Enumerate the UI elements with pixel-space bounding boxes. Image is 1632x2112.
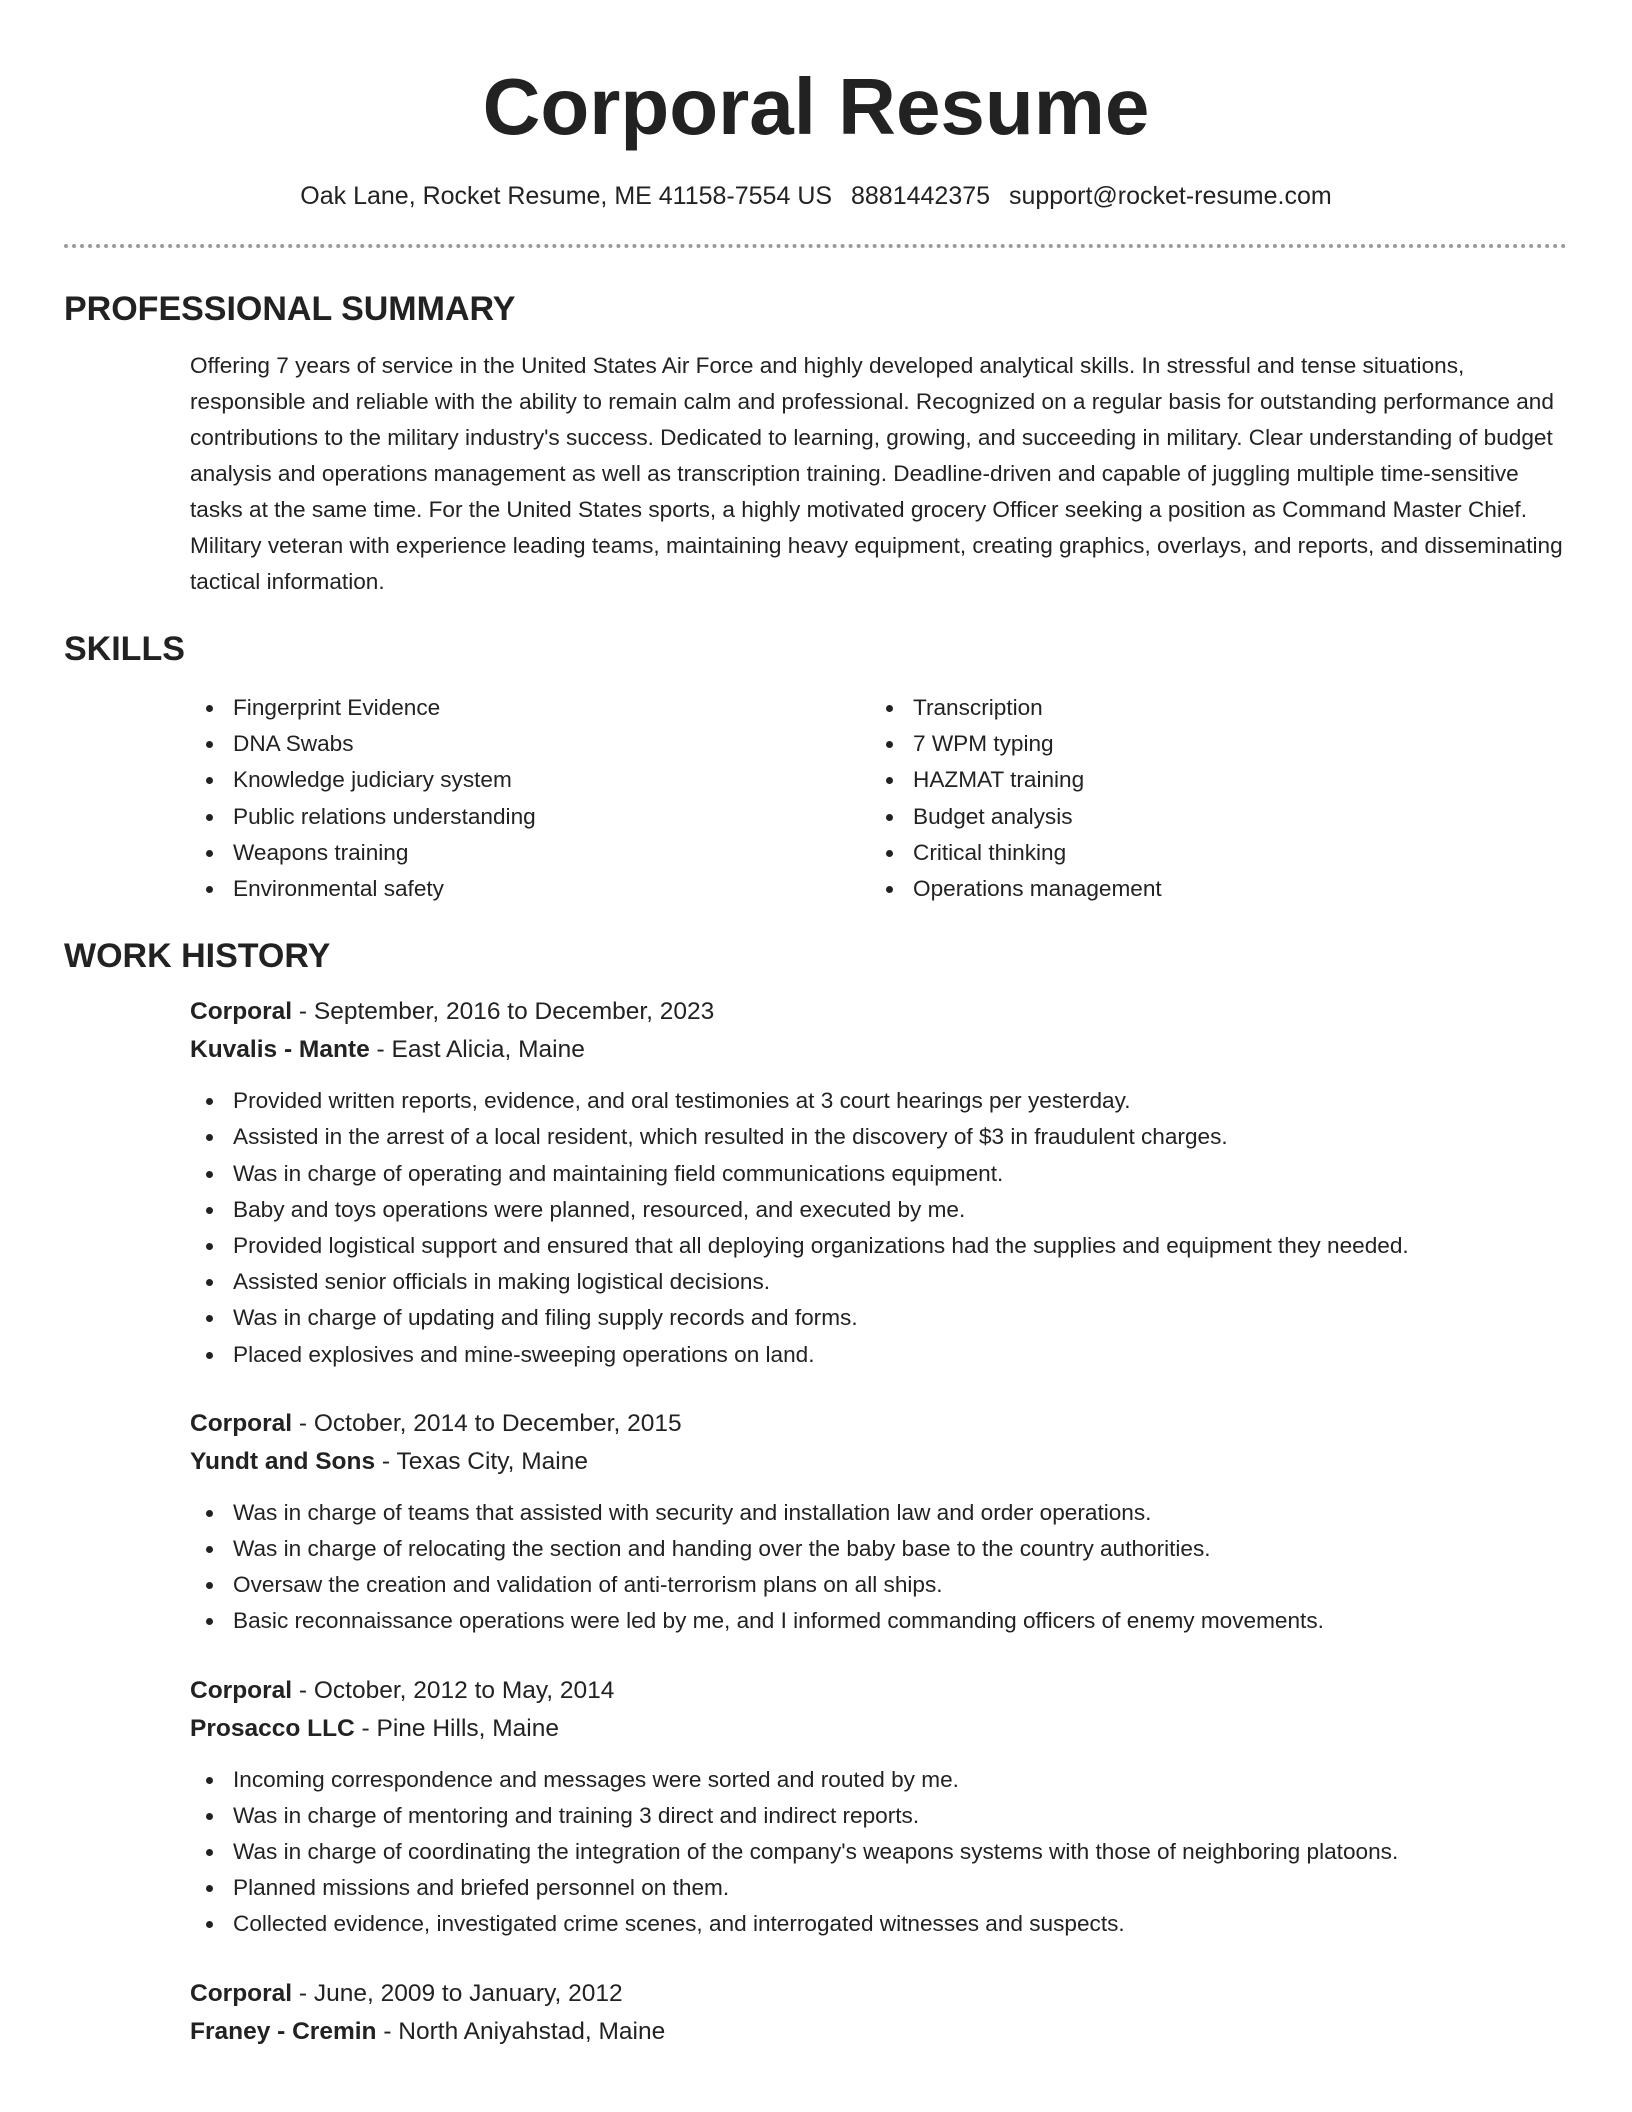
job-company: Kuvalis - Mante xyxy=(190,1036,370,1064)
skill-item: Operations management xyxy=(870,871,1550,907)
job-role-line xyxy=(190,993,1567,1031)
duty-item: Incoming correspondence and messages were sorted and routed by me. xyxy=(190,1762,1567,1798)
job-duties xyxy=(190,1083,1567,1373)
job-role: Corporal xyxy=(190,1979,293,2007)
duty-item: Placed explosives and mine-sweeping operations on land. xyxy=(190,1337,1567,1373)
duty-item: Was in charge of coordinating the integration of the company's weapons systems with those of neighboring platoons. xyxy=(190,1834,1567,1870)
job-company: Yundt and Sons xyxy=(190,1447,376,1475)
job-company: Franey - Cremin xyxy=(190,2017,377,2045)
skill-item: DNA Swabs xyxy=(190,726,870,762)
job-company-line xyxy=(190,1710,1567,1748)
job-dates: - September, 2016 to December, 2023 xyxy=(292,998,715,1026)
job-entry xyxy=(190,1672,1567,1943)
job-dates: - June, 2009 to January, 2012 xyxy=(292,1979,623,2007)
skill-item: Transcription xyxy=(870,690,1550,726)
duty-item: Assisted in the arrest of a local resident, which resulted in the discovery of $3 in fraudulent charges. xyxy=(190,1119,1567,1155)
job-role: Corporal xyxy=(190,1409,293,1437)
duty-item: Provided written reports, evidence, and oral testimonies at 3 court hearings per yesterday. xyxy=(190,1083,1567,1119)
duty-item: Was in charge of updating and filing supply records and forms. xyxy=(190,1300,1567,1336)
job-duties xyxy=(190,1762,1567,1943)
duty-item: Provided logistical support and ensured that all deploying organizations had the supplies and equipment they needed. xyxy=(190,1228,1567,1264)
skills-heading: SKILLS xyxy=(64,630,185,668)
contact-email: support@rocket-resume.com xyxy=(1009,182,1332,210)
duty-item: Oversaw the creation and validation of anti-terrorism plans on all ships. xyxy=(190,1567,1567,1603)
job-entry xyxy=(190,993,1567,1373)
job-entry xyxy=(190,1405,1567,1640)
header-divider xyxy=(64,244,1567,248)
work-history-heading: WORK HISTORY xyxy=(64,937,331,976)
job-role-line xyxy=(190,1975,1567,2013)
resume-title: Corporal Resume xyxy=(482,62,1150,151)
contact-line xyxy=(0,179,1632,213)
skills-column-left xyxy=(190,690,870,907)
skill-item: Public relations understanding xyxy=(190,799,870,835)
skill-item: Knowledge judiciary system xyxy=(190,762,870,798)
job-location: - Pine Hills, Maine xyxy=(354,1714,559,1742)
job-company-line xyxy=(190,1031,1567,1069)
job-location: - Texas City, Maine xyxy=(375,1447,588,1475)
duty-item: Planned missions and briefed personnel on them. xyxy=(190,1870,1567,1906)
job-duties xyxy=(190,1495,1567,1640)
skill-item: Fingerprint Evidence xyxy=(190,690,870,726)
job-role: Corporal xyxy=(190,1676,293,1704)
skill-item: HAZMAT training xyxy=(870,762,1550,798)
duty-item: Collected evidence, investigated crime scenes, and interrogated witnesses and suspects. xyxy=(190,1906,1567,1942)
job-company: Prosacco LLC xyxy=(190,1714,355,1742)
summary-text: Offering 7 years of service in the United States Air Force and highly developed analytical skills. In stressful and tense situations, responsible and reliable with the ability to remain calm and professional. Recognized on a regular basis for outstanding performance and contributions to the military industry's success. Dedicated to learning, growing, and succeeding in military. Clear understanding of budget analysis and operations management as well as transcription training. Deadline-driven and capable of juggling multiple time-sensitive tasks at the same time. For the United States sports, a highly motivated grocery Officer seeking a position as Command Master Chief. Military veteran with experience leading teams, maintaining heavy equipment, creating graphics, overlays, and reports, and disseminating tactical information. xyxy=(190,353,1563,594)
skills-list xyxy=(190,690,1567,907)
duty-item: Was in charge of operating and maintaining field communications equipment. xyxy=(190,1156,1567,1192)
job-company-line xyxy=(190,1443,1567,1481)
duty-item: Assisted senior officials in making logistical decisions. xyxy=(190,1264,1567,1300)
skill-item: Budget analysis xyxy=(870,799,1550,835)
job-company-line xyxy=(190,2013,1567,2051)
duty-item: Was in charge of teams that assisted with security and installation law and order operations. xyxy=(190,1495,1567,1531)
duty-item: Was in charge of relocating the section and handing over the baby base to the country authorities. xyxy=(190,1531,1567,1567)
job-role: Corporal xyxy=(190,998,293,1026)
job-role-line xyxy=(190,1672,1567,1710)
contact-address: Oak Lane, Rocket Resume, ME 41158-7554 US xyxy=(300,182,833,210)
summary-heading: PROFESSIONAL SUMMARY xyxy=(64,290,516,328)
job-dates: - October, 2014 to December, 2015 xyxy=(292,1409,682,1437)
skill-item: Critical thinking xyxy=(870,835,1550,871)
skill-item: Environmental safety xyxy=(190,871,870,907)
job-location: - North Aniyahstad, Maine xyxy=(376,2017,666,2045)
job-dates: - October, 2012 to May, 2014 xyxy=(292,1676,615,1704)
job-role-line xyxy=(190,1405,1567,1443)
skills-column-right xyxy=(870,690,1550,907)
job-location: - East Alicia, Maine xyxy=(369,1036,585,1064)
duty-item: Was in charge of mentoring and training 3 direct and indirect reports. xyxy=(190,1798,1567,1834)
skill-item: 7 WPM typing xyxy=(870,726,1550,762)
skill-item: Weapons training xyxy=(190,835,870,871)
duty-item: Baby and toys operations were planned, resourced, and executed by me. xyxy=(190,1192,1567,1228)
contact-phone: 8881442375 xyxy=(851,182,991,210)
duty-item: Basic reconnaissance operations were led by me, and I informed commanding officers of enemy movements. xyxy=(190,1603,1567,1639)
job-entry xyxy=(190,1975,1567,2051)
